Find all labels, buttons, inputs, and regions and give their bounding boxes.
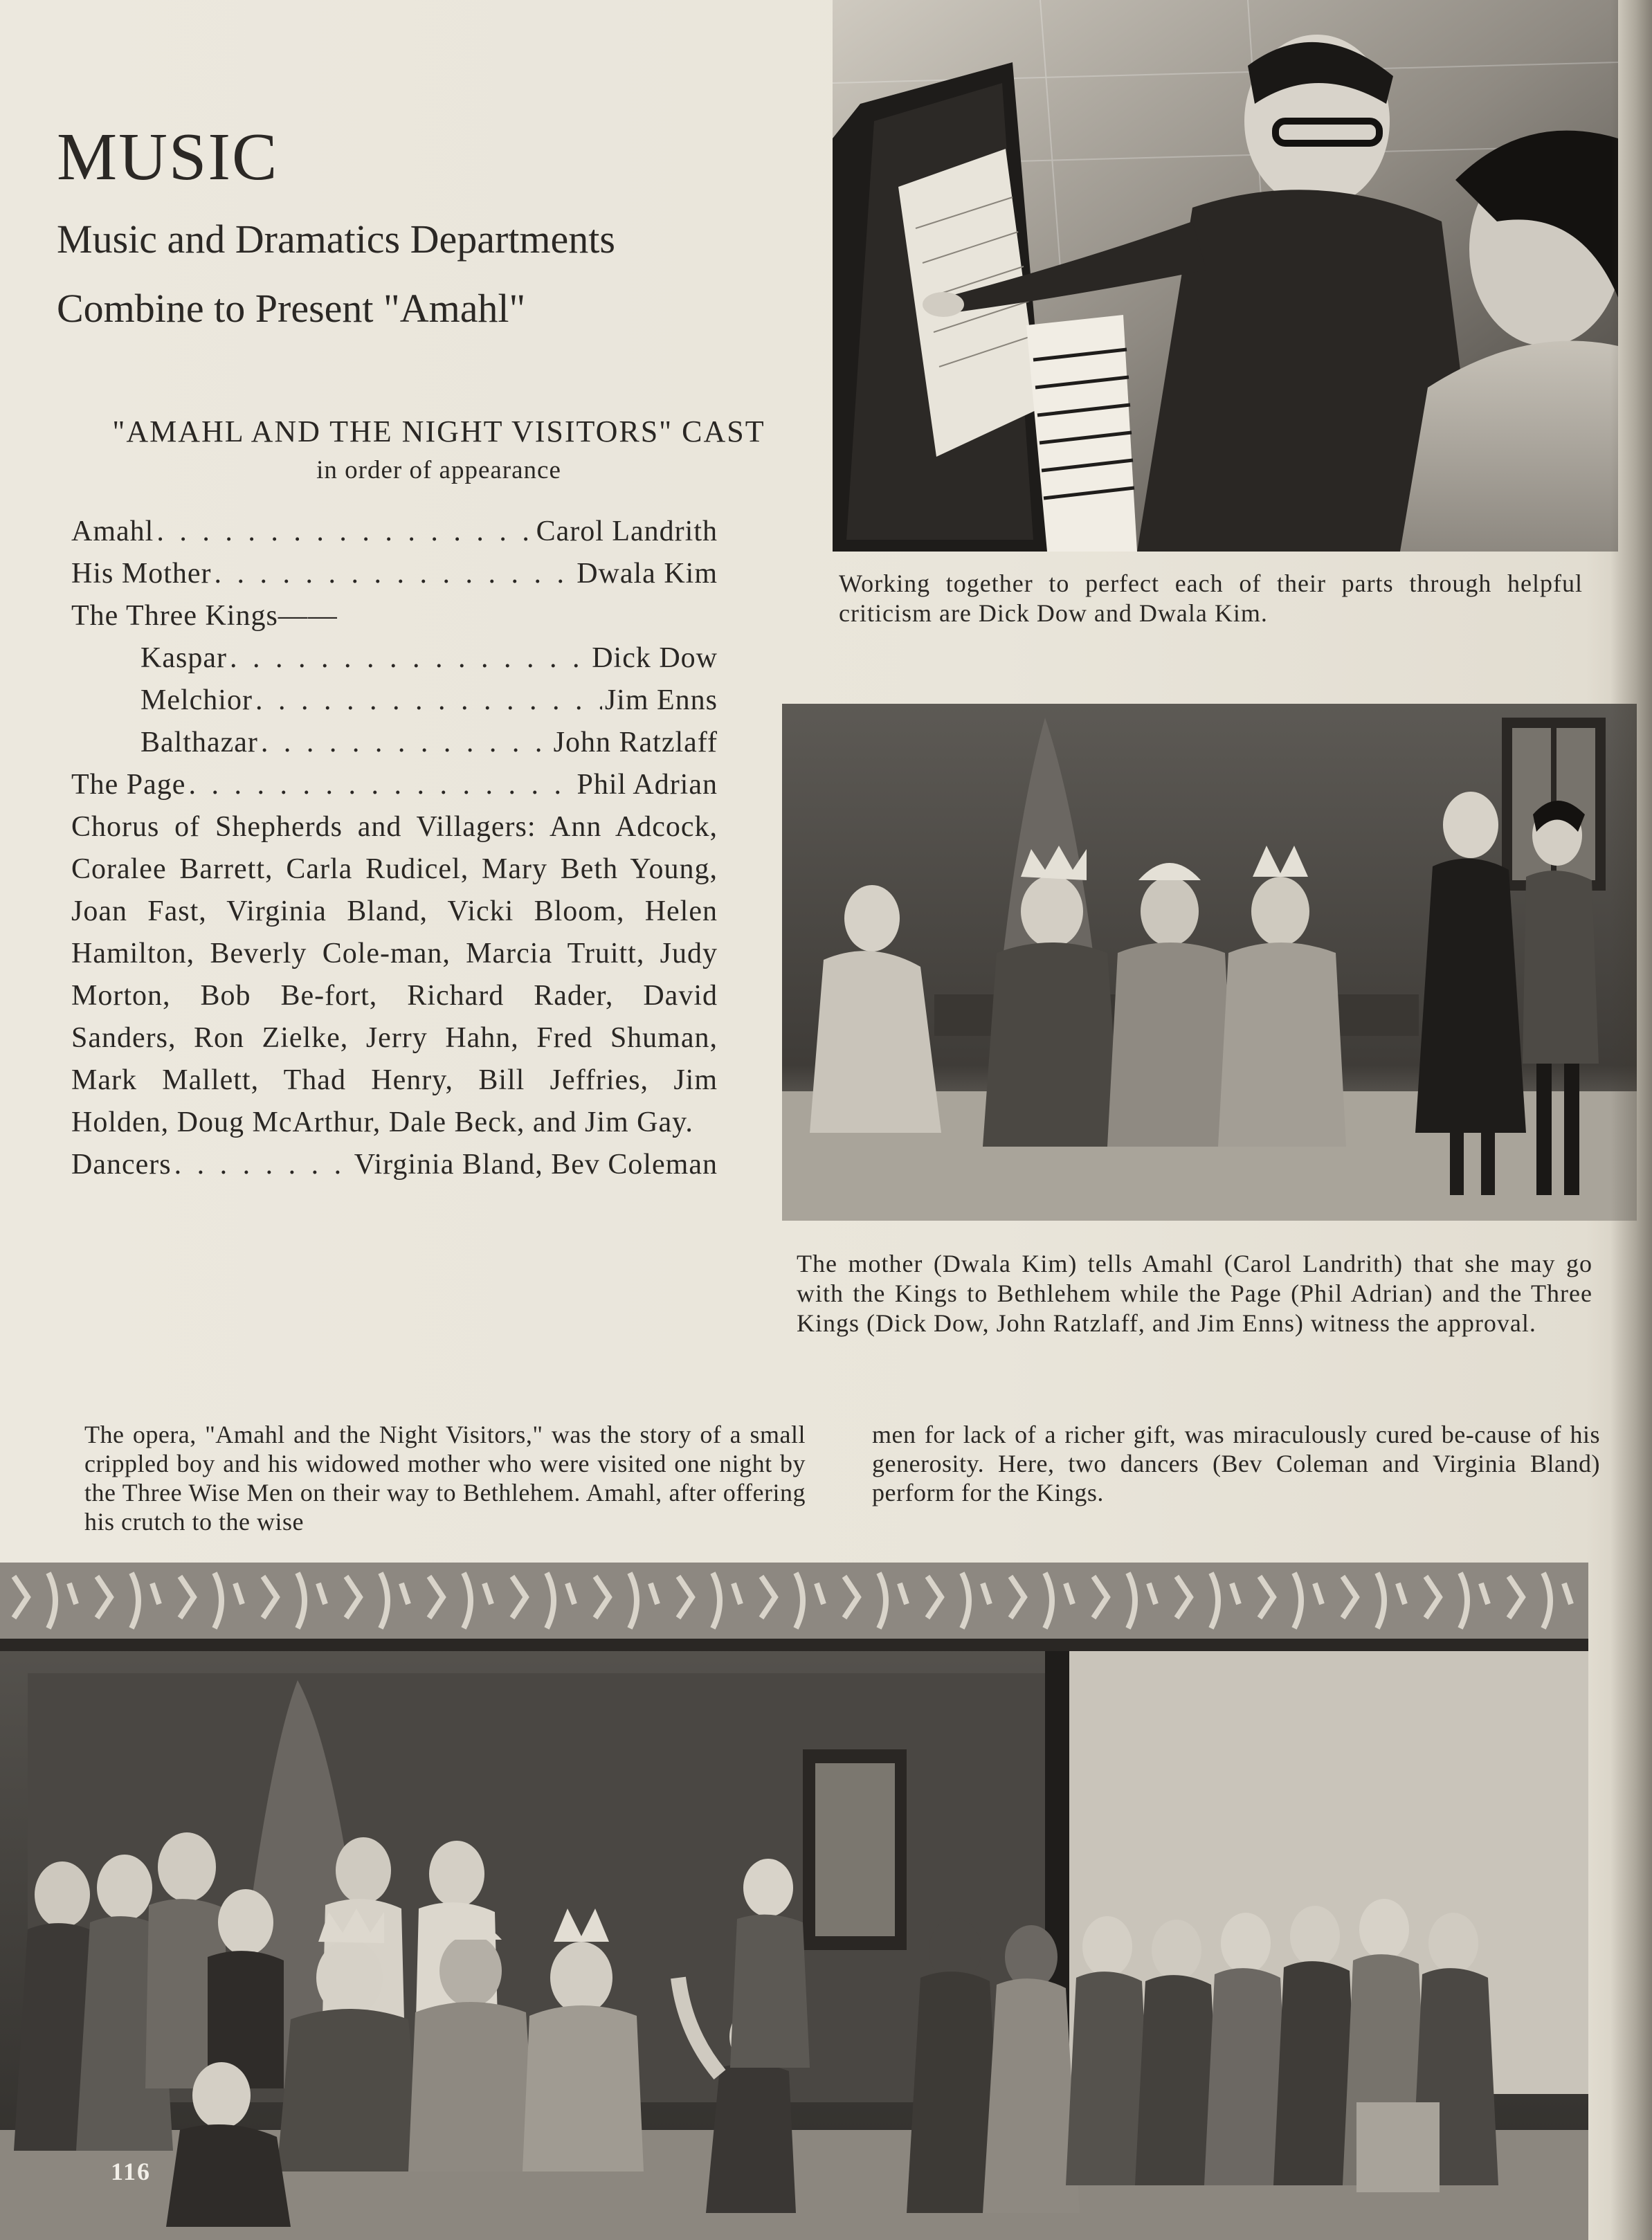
- actor-name: Dick Dow: [592, 642, 718, 674]
- story-text-left: The opera, "Amahl and the Night Visitors," was the story of a small crippled boy and his widowed mother who were visited one night by the Three Wise Men on their way to Bethlehem. Amahl, after offering his crutch to the wise: [84, 1421, 806, 1536]
- cast-row-balthazar: [71, 722, 718, 764]
- leader-dots: [215, 553, 574, 595]
- binding-edge-shadow: [1610, 0, 1652, 2240]
- page-number: 116: [111, 2158, 152, 2185]
- role-name: The Three Kings——: [71, 600, 338, 632]
- leader-dots: [230, 637, 589, 680]
- cast-row-mother: [71, 553, 718, 595]
- role-name: Amahl: [71, 516, 154, 547]
- headline-line-2: Combine to Present "Amahl": [57, 286, 526, 331]
- role-name: The Page: [71, 769, 186, 801]
- cast-subheading: in order of appearance: [316, 456, 561, 484]
- actor-name: Carol Landrith: [536, 516, 718, 547]
- caption-piano: Working together to perfect each of their parts through helpful criticism are Dick Dow and Dwala Kim.: [839, 570, 1583, 627]
- story-text-right: men for lack of a richer gift, was miraculously cured be-cause of his generosity. Here, two dancers (Bev Coleman and Virginia Bland) perform for the Kings.: [872, 1421, 1600, 1506]
- role-name: Melchior: [140, 684, 253, 716]
- cast-heading: "AMAHL AND THE NIGHT VISITORS" CAST: [112, 415, 765, 448]
- role-name: Balthazar: [140, 727, 258, 758]
- leader-dots: [255, 680, 602, 722]
- photo-piano-rehearsal: [833, 0, 1618, 552]
- leader-dots: [188, 764, 574, 806]
- actor-name: John Ratzlaff: [553, 727, 718, 758]
- photo-ensemble-scene: [0, 1563, 1588, 2240]
- actor-name: Virginia Bland, Bev Coleman: [354, 1149, 718, 1181]
- cast-row-amahl: [71, 511, 718, 553]
- leader-dots: [156, 511, 533, 553]
- cast-list: [71, 511, 718, 1186]
- section-title: MUSIC: [57, 120, 279, 194]
- role-name: His Mother: [71, 558, 212, 590]
- photo-stage-scene: [782, 704, 1637, 1221]
- headline-line-1: Music and Dramatics Departments: [57, 217, 615, 262]
- role-name: Kaspar: [140, 642, 227, 674]
- leader-dots: [261, 722, 551, 764]
- leader-dots: [174, 1144, 352, 1186]
- cast-row-dancers: [71, 1144, 718, 1186]
- cast-row-page: [71, 764, 718, 806]
- role-name: Dancers: [71, 1149, 172, 1181]
- actor-name: Dwala Kim: [577, 558, 718, 590]
- cast-row-kaspar: [71, 637, 718, 680]
- cast-row-melchior: [71, 680, 718, 722]
- actor-name: Phil Adrian: [577, 769, 718, 801]
- actor-name: Jim Enns: [604, 684, 718, 716]
- caption-stage: The mother (Dwala Kim) tells Amahl (Carol Landrith) that she may go with the Kings to Bethlehem while the Page (Phil Adrian) and the Three Kings (Dick Dow, John Ratzlaff, and Jim Enns) witness the approval.: [797, 1250, 1592, 1337]
- cast-row-kings-label: [71, 595, 718, 637]
- headline: [57, 205, 818, 343]
- chorus-list: Chorus of Shepherds and Villagers: Ann Adcock, Coralee Barrett, Carla Rudicel, Mary Beth Young, Joan Fast, Virginia Bland, Vicki Bloom, Helen Hamilton, Beverly Cole-man, Marcia Truitt, Judy Morton, Bob Be-fort, Richard Rader, David Sanders, Ron Zielke, Jerry Hahn, Fred Shuman, Mark Mallett, Thad Henry, Bill Jeffries, Jim Holden, Doug McArthur, Dale Beck, and Jim Gay.: [71, 811, 718, 1138]
